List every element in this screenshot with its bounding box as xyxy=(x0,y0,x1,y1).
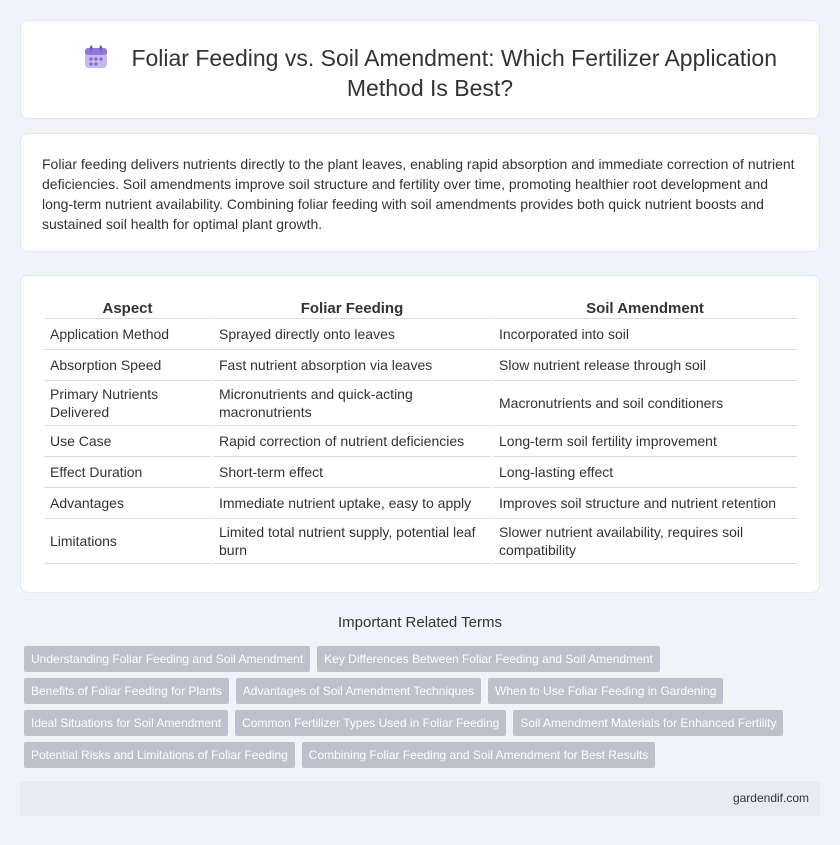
table-cell: Limitations xyxy=(44,519,211,564)
table-cell: Immediate nutrient uptake, easy to apply xyxy=(213,488,491,519)
table-cell: Use Case xyxy=(44,426,211,457)
table-row xyxy=(44,319,797,350)
related-term-tag[interactable]: When to Use Foliar Feeding in Gardening xyxy=(488,678,723,704)
tag-row xyxy=(24,678,824,710)
related-term-tag[interactable]: Combining Foliar Feeding and Soil Amendment for Best Results xyxy=(302,742,656,768)
table-cell: Absorption Speed xyxy=(44,350,211,381)
page-title: Foliar Feeding vs. Soil Amendment: Which Fertilizer Application Method Is Best? xyxy=(131,45,777,101)
intro-card xyxy=(20,133,820,252)
table-cell: Limited total nutrient supply, potential leaf burn xyxy=(213,519,491,564)
related-term-tag[interactable]: Soil Amendment Materials for Enhanced Fertility xyxy=(513,710,783,736)
table-cell: Application Method xyxy=(44,319,211,350)
related-terms-heading: Important Related Terms xyxy=(338,614,502,631)
table-row xyxy=(44,381,797,426)
table-cell: Incorporated into soil xyxy=(493,319,797,350)
related-term-tag[interactable]: Potential Risks and Limitations of Foliar Feeding xyxy=(24,742,295,768)
tag-row xyxy=(24,710,824,742)
table-cell: Advantages xyxy=(44,488,211,519)
table-cell: Short-term effect xyxy=(213,457,491,488)
related-term-tag[interactable]: Understanding Foliar Feeding and Soil Amendment xyxy=(24,646,310,672)
column-header-aspect: Aspect xyxy=(44,297,211,319)
title-wrap xyxy=(61,43,799,103)
tag-row xyxy=(24,646,824,678)
comparison-card xyxy=(20,275,820,593)
related-term-tag[interactable]: Key Differences Between Foliar Feeding and Soil Amendment xyxy=(317,646,660,672)
table-cell: Slower nutrient availability, requires soil compatibility xyxy=(493,519,797,564)
related-term-tag[interactable]: Common Fertilizer Types Used in Foliar Feeding xyxy=(235,710,506,736)
tag-row xyxy=(24,742,824,774)
table-cell: Micronutrients and quick-acting macronutrients xyxy=(213,381,491,426)
table-header-row xyxy=(44,297,797,319)
table-row xyxy=(44,488,797,519)
column-header-foliar-feeding: Foliar Feeding xyxy=(213,297,491,319)
table-cell: Long-lasting effect xyxy=(493,457,797,488)
table-row xyxy=(44,457,797,488)
table-cell: Slow nutrient release through soil xyxy=(493,350,797,381)
table-cell: Primary Nutrients Delivered xyxy=(44,381,211,426)
title-card xyxy=(20,20,820,119)
intro-text: Foliar feeding delivers nutrients directly to the plant leaves, enabling rapid absorption and immediate correction of nutrient deficiencies. Soil amendments improve soil structure and fertility over time, promoting healthier root development and long-term nutrient availability. Combining foliar feeding with soil amendments provides both quick nutrient boosts and sustained soil health for optimal plant growth. xyxy=(42,156,795,232)
related-term-tag[interactable]: Advantages of Soil Amendment Techniques xyxy=(236,678,481,704)
table-cell: Rapid correction of nutrient deficiencies xyxy=(213,426,491,457)
table-cell: Fast nutrient absorption via leaves xyxy=(213,350,491,381)
table-cell: Sprayed directly onto leaves xyxy=(213,319,491,350)
footer-site-link[interactable]: gardendif.com xyxy=(732,791,809,805)
comparison-table xyxy=(42,297,799,564)
table-cell: Improves soil structure and nutrient retention xyxy=(493,488,797,519)
related-term-tag[interactable]: Benefits of Foliar Feeding for Plants xyxy=(24,678,229,704)
table-cell: Long-term soil fertility improvement xyxy=(493,426,797,457)
column-header-soil-amendment: Soil Amendment xyxy=(493,297,797,319)
table-row xyxy=(44,350,797,381)
table-row xyxy=(44,519,797,564)
related-terms-list xyxy=(24,646,824,774)
table-cell: Macronutrients and soil conditioners xyxy=(493,381,797,426)
table-row xyxy=(44,426,797,457)
related-term-tag[interactable]: Ideal Situations for Soil Amendment xyxy=(24,710,228,736)
table-cell: Effect Duration xyxy=(44,457,211,488)
calendar-icon xyxy=(83,44,109,70)
footer xyxy=(20,781,820,816)
